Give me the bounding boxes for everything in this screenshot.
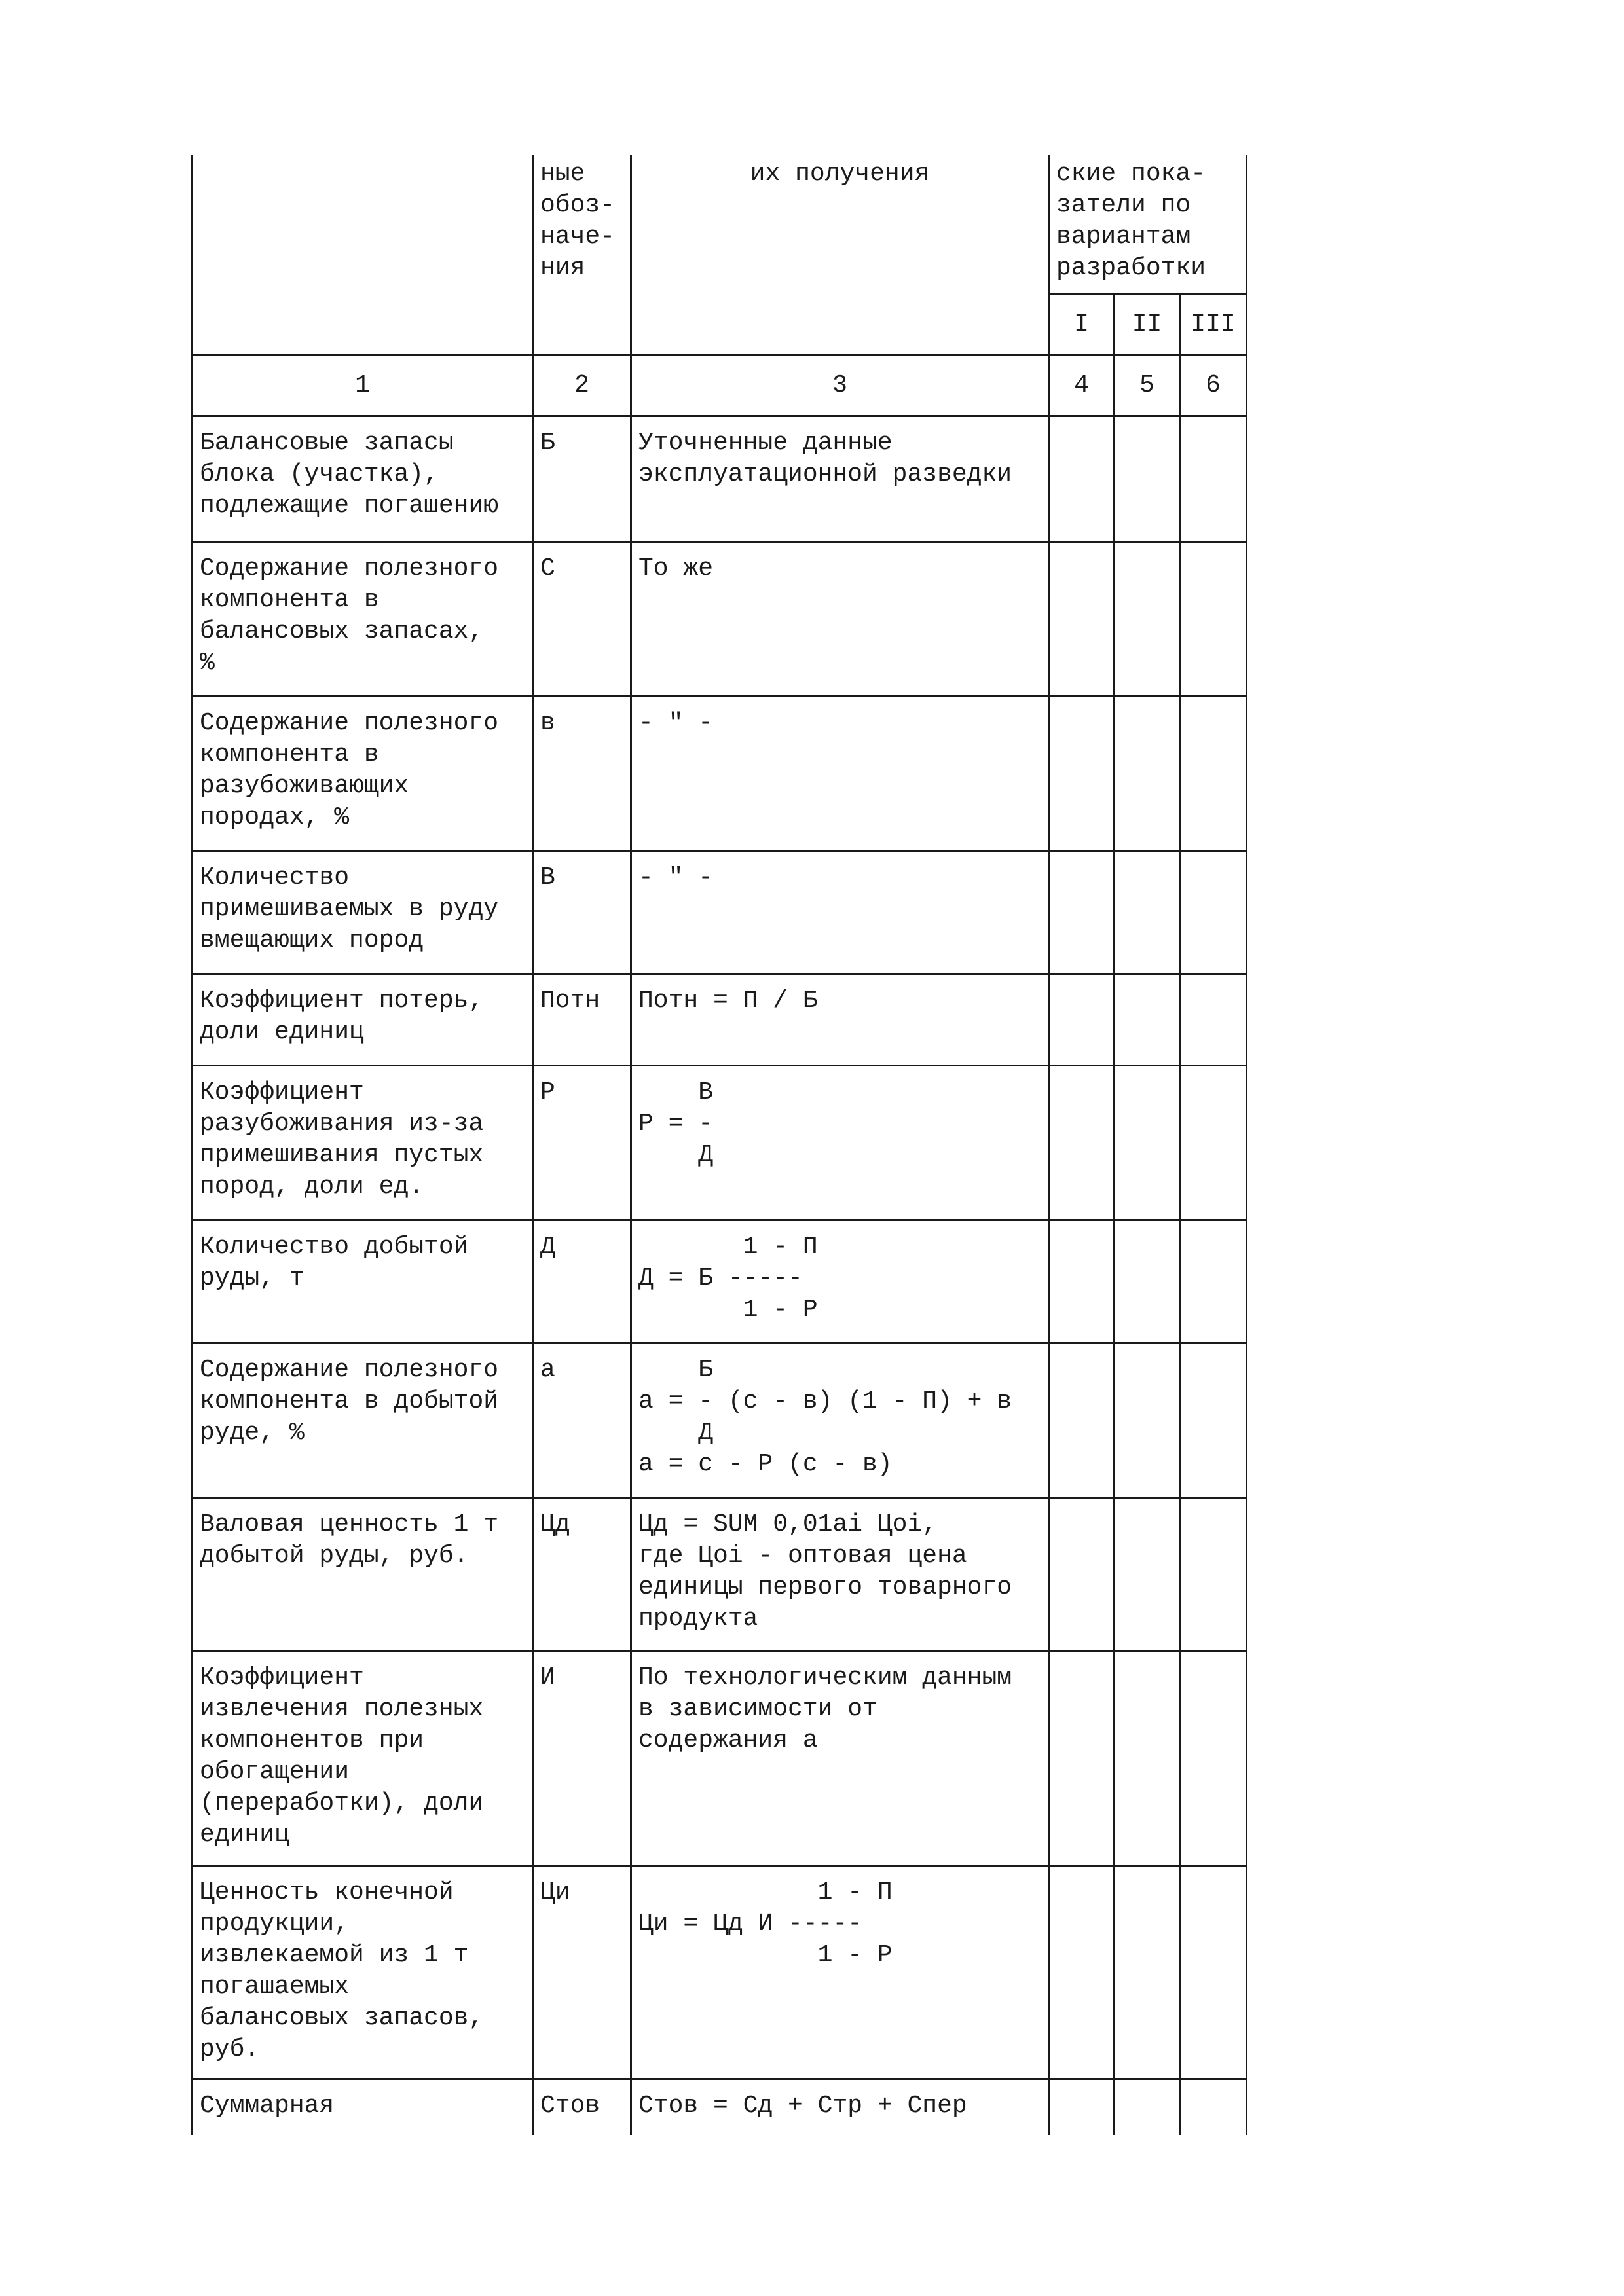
variant-i: I (1049, 295, 1115, 355)
indicator-symbol: С (533, 542, 631, 697)
indicator-method: Уточненные данные эксплуатационной разведки (631, 416, 1049, 542)
indicator-name: Содержание полезного компонента в разубоживающих породах, % (193, 697, 533, 851)
table-row (193, 851, 1247, 974)
column-number: 2 (533, 355, 631, 416)
indicator-name: Балансовые запасы блока (участка), подлежащие погашению (193, 416, 533, 542)
table-row (193, 1498, 1247, 1651)
value-cell-iii (1180, 416, 1247, 542)
value-cell-ii (1115, 1866, 1180, 2079)
value-cell-i (1049, 542, 1115, 697)
value-cell-i (1049, 1498, 1115, 1651)
indicator-symbol: Ци (533, 1866, 631, 2079)
value-cell-ii (1115, 1498, 1180, 1651)
indicator-symbol: Стов (533, 2079, 631, 2136)
indicator-method: 1 - П Д = Б ----- 1 - Р (631, 1220, 1049, 1343)
table-row (193, 542, 1247, 697)
indicator-name: Содержание полезного компонента в добытой руде, % (193, 1343, 533, 1498)
table-row (193, 1066, 1247, 1220)
header-symbol-cell: ные обоз- наче- ния (533, 155, 631, 355)
value-cell-iii (1180, 1066, 1247, 1220)
value-cell-i (1049, 2079, 1115, 2136)
indicator-method: По технологическим данным в зависимости от содержания а (631, 1651, 1049, 1866)
variant-iii: III (1180, 295, 1247, 355)
indicator-name: Ценность конечной продукции, извлекаемой из 1 т погашаемых балансовых запасов, руб. (193, 1866, 533, 2079)
table-row (193, 1651, 1247, 1866)
column-number: 1 (193, 355, 533, 416)
header-values-cell: ские пока- затели по вариантам разработки (1049, 155, 1247, 295)
value-cell-ii (1115, 1343, 1180, 1498)
value-cell-i (1049, 974, 1115, 1066)
indicator-symbol: И (533, 1651, 631, 1866)
value-cell-iii (1180, 1220, 1247, 1343)
variant-ii: II (1115, 295, 1180, 355)
value-cell-ii (1115, 974, 1180, 1066)
value-cell-ii (1115, 542, 1180, 697)
indicator-name: Коэффициент извлечения полезных компонентов при обогащении (переработки), доли единиц (193, 1651, 533, 1866)
column-number: 5 (1115, 355, 1180, 416)
indicator-method: Потн = П / Б (631, 974, 1049, 1066)
value-cell-i (1049, 1343, 1115, 1498)
table-row (193, 2079, 1247, 2136)
value-cell-i (1049, 1220, 1115, 1343)
header-name-cell (193, 155, 533, 355)
value-cell-iii (1180, 1866, 1247, 2079)
value-cell-iii (1180, 1498, 1247, 1651)
value-cell-iii (1180, 974, 1247, 1066)
column-number: 4 (1049, 355, 1115, 416)
indicator-symbol: а (533, 1343, 631, 1498)
indicator-name: Коэффициент потерь, доли единиц (193, 974, 533, 1066)
value-cell-i (1049, 416, 1115, 542)
indicator-name: Количество добытой руды, т (193, 1220, 533, 1343)
value-cell-iii (1180, 2079, 1247, 2136)
value-cell-i (1049, 697, 1115, 851)
header-row (193, 155, 1247, 295)
indicator-method: Стов = Сд + Стр + Спер (631, 2079, 1049, 2136)
indicator-symbol: в (533, 697, 631, 851)
column-number: 6 (1180, 355, 1247, 416)
value-cell-ii (1115, 416, 1180, 542)
value-cell-i (1049, 851, 1115, 974)
indicator-symbol: В (533, 851, 631, 974)
indicator-method: - " - (631, 851, 1049, 974)
value-cell-iii (1180, 542, 1247, 697)
value-cell-iii (1180, 851, 1247, 974)
value-cell-ii (1115, 851, 1180, 974)
indicator-name: Содержание полезного компонента в балансовых запасах, % (193, 542, 533, 697)
value-cell-iii (1180, 1343, 1247, 1498)
column-number: 3 (631, 355, 1049, 416)
value-cell-ii (1115, 697, 1180, 851)
indicator-method: - " - (631, 697, 1049, 851)
indicator-symbol: Р (533, 1066, 631, 1220)
value-cell-ii (1115, 1220, 1180, 1343)
indicator-name: Валовая ценность 1 т добытой руды, руб. (193, 1498, 533, 1651)
table-row (193, 697, 1247, 851)
indicator-symbol: Потн (533, 974, 631, 1066)
indicator-method: Б а = - (с - в) (1 - П) + в Д а = с - Р (с - в) (631, 1343, 1049, 1498)
table-row (193, 974, 1247, 1066)
indicator-name: Суммарная (193, 2079, 533, 2136)
value-cell-iii (1180, 1651, 1247, 1866)
value-cell-i (1049, 1866, 1115, 2079)
indicator-method: Цд = SUM 0,01аi Цоi, где Цоi - оптовая цена единицы первого товарного продукта (631, 1498, 1049, 1651)
table-row (193, 1220, 1247, 1343)
indicator-name: Коэффициент разубоживания из-за примешивания пустых пород, доли ед. (193, 1066, 533, 1220)
value-cell-ii (1115, 1066, 1180, 1220)
indicators-table (191, 155, 1247, 2135)
value-cell-ii (1115, 2079, 1180, 2136)
value-cell-ii (1115, 1651, 1180, 1866)
table-row (193, 1343, 1247, 1498)
table-row (193, 416, 1247, 542)
indicator-method: В Р = - Д (631, 1066, 1049, 1220)
header-method-cell: их получения (631, 155, 1049, 355)
indicator-name: Количество примешиваемых в руду вмещающих пород (193, 851, 533, 974)
table-row (193, 1866, 1247, 2079)
column-numbers-row (193, 355, 1247, 416)
indicator-symbol: Д (533, 1220, 631, 1343)
indicator-method: 1 - П Ци = Цд И ----- 1 - Р (631, 1866, 1049, 2079)
value-cell-i (1049, 1651, 1115, 1866)
value-cell-iii (1180, 697, 1247, 851)
indicator-symbol: Цд (533, 1498, 631, 1651)
indicator-symbol: Б (533, 416, 631, 542)
indicator-method: То же (631, 542, 1049, 697)
value-cell-i (1049, 1066, 1115, 1220)
